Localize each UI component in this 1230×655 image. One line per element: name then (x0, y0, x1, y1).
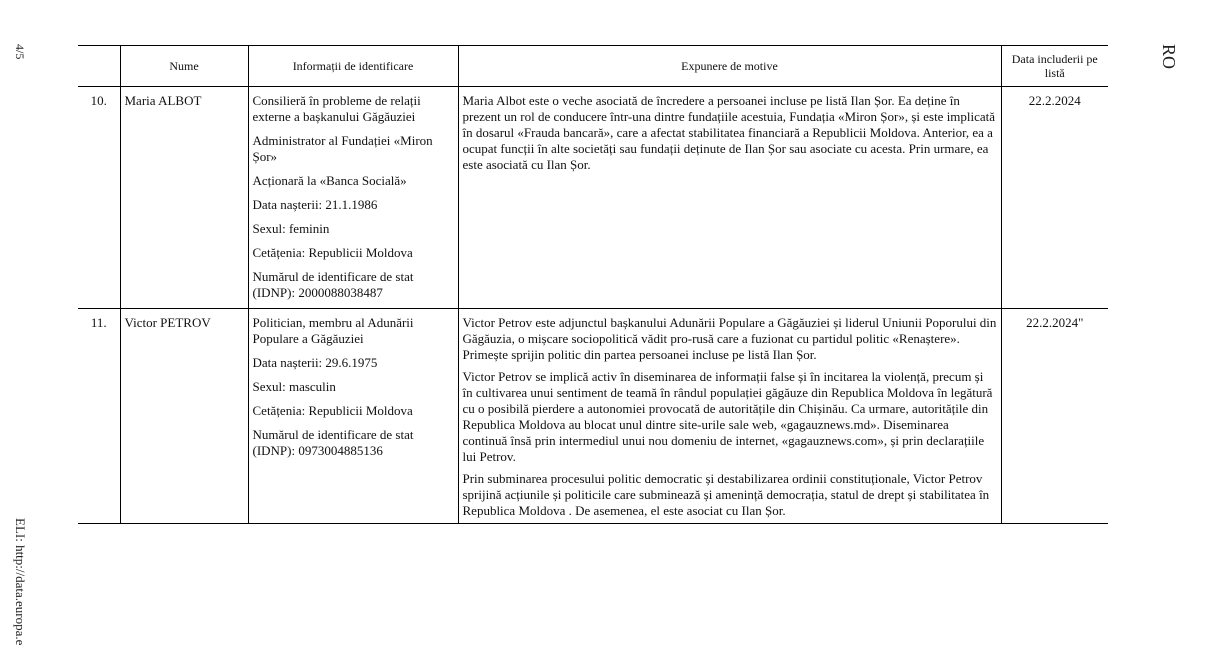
info-line: Numărul de identificare de stat (IDNP): 0973004885136 (252, 427, 414, 458)
info-line: Administrator al Fundației «Miron Șor» (252, 133, 433, 164)
info-line: Numărul de identificare de stat (IDNP): 2000088038487 (252, 269, 414, 300)
info-line: Cetățenia: Republicii Moldova (252, 403, 413, 418)
person-name: Victor PETROV (120, 309, 248, 524)
identification-info (248, 87, 458, 309)
header-number (78, 46, 120, 87)
table-row (78, 309, 1108, 524)
header-reasons: Expunere de motive (458, 46, 1001, 87)
header-identification: Informații de identificare (248, 46, 458, 87)
info-line: Data nașterii: 21.1.1986 (252, 197, 378, 212)
listing-date: 22.2.2024" (1001, 309, 1108, 524)
info-line: Sexul: masculin (252, 379, 336, 394)
info-line: Politician, membru al Adunării Populare a Găgăuziei (252, 315, 414, 346)
reason-paragraph: Maria Albot este o veche asociată de încredere a persoanei incluse pe listă Ilan Șor. Ea deține în prezent un rol de conducere într-una dintre fundațiile acestuia, Fundația «Miron Șor», și este implicată în dosarul «Frauda bancară», care a afectat stabilitatea financiară a Republicii Moldova. Anterior, ea a ocupat funcții în alte societăți sau fundații deținute de Ilan Șor sau asociate cu acesta. Prin urmare, ea este asociată cu Ilan Șor. (462, 93, 996, 172)
info-line: Cetățenia: Republicii Moldova (252, 245, 413, 260)
reason-paragraph: Prin subminarea procesului politic democratic și destabilizarea ordinii constituționale, Victor Petrov sprijină acțiunile și politicile care subminează și amenință democrația, statul de drept și stabilitatea în Republica Moldova . De asemenea, el este asociat cu Ilan Șor. (462, 471, 990, 518)
page-number: 4/5 (13, 44, 27, 60)
row-number: 11. (78, 309, 120, 524)
identification-info (248, 309, 458, 524)
info-line: Acționară la «Banca Socială» (252, 173, 407, 188)
person-name: Maria ALBOT (120, 87, 248, 309)
sanctions-table (78, 45, 1108, 524)
header-name: Nume (120, 46, 248, 87)
statement-of-reasons (458, 87, 1001, 309)
header-listing-date: Data includerii pe listă (1001, 46, 1108, 87)
reason-paragraph: Victor Petrov se implică activ în diseminarea de informații false și în incitarea la violență, precum și în cultivarea unui sentiment de teamă în rândul populației găgăuze din Republica Moldova în legătură cu o posibilă pierdere a autonomiei provocată de autoritățile din Chișinău. Ca urmare, autoritățile din Republica Moldova au blocat unul dintre site-urile sale web, «gagauznews.md». Diseminarea continuă însă prin intermediul unui nou domeniu de internet, «gagauznews.com», și prin declarațiile lui Petrov. (462, 369, 993, 464)
info-line: Sexul: feminin (252, 221, 330, 236)
table-header-row (78, 46, 1108, 87)
info-line: Data nașterii: 29.6.1975 (252, 355, 378, 370)
info-line: Consilieră în probleme de relații externe a bașkanului Găgăuziei (252, 93, 421, 124)
eli-reference: ELI: http://data.europa.e (13, 518, 28, 646)
statement-of-reasons (458, 309, 1001, 524)
table-row (78, 87, 1108, 309)
listing-date: 22.2.2024 (1001, 87, 1108, 309)
language-code: RO (1159, 44, 1179, 70)
row-number: 10. (78, 87, 120, 309)
reason-paragraph: Victor Petrov este adjunctul bașkanului Adunării Populare a Găgăuziei și liderul Uniunii Poporului din Găgăuzia, o mișcare sociopolitică vădit pro-rusă care a fuzionat cu partidul politic «Renaștere». Primește sprijin politic din partea persoanei incluse pe listă Ilan Șor. (462, 315, 997, 362)
